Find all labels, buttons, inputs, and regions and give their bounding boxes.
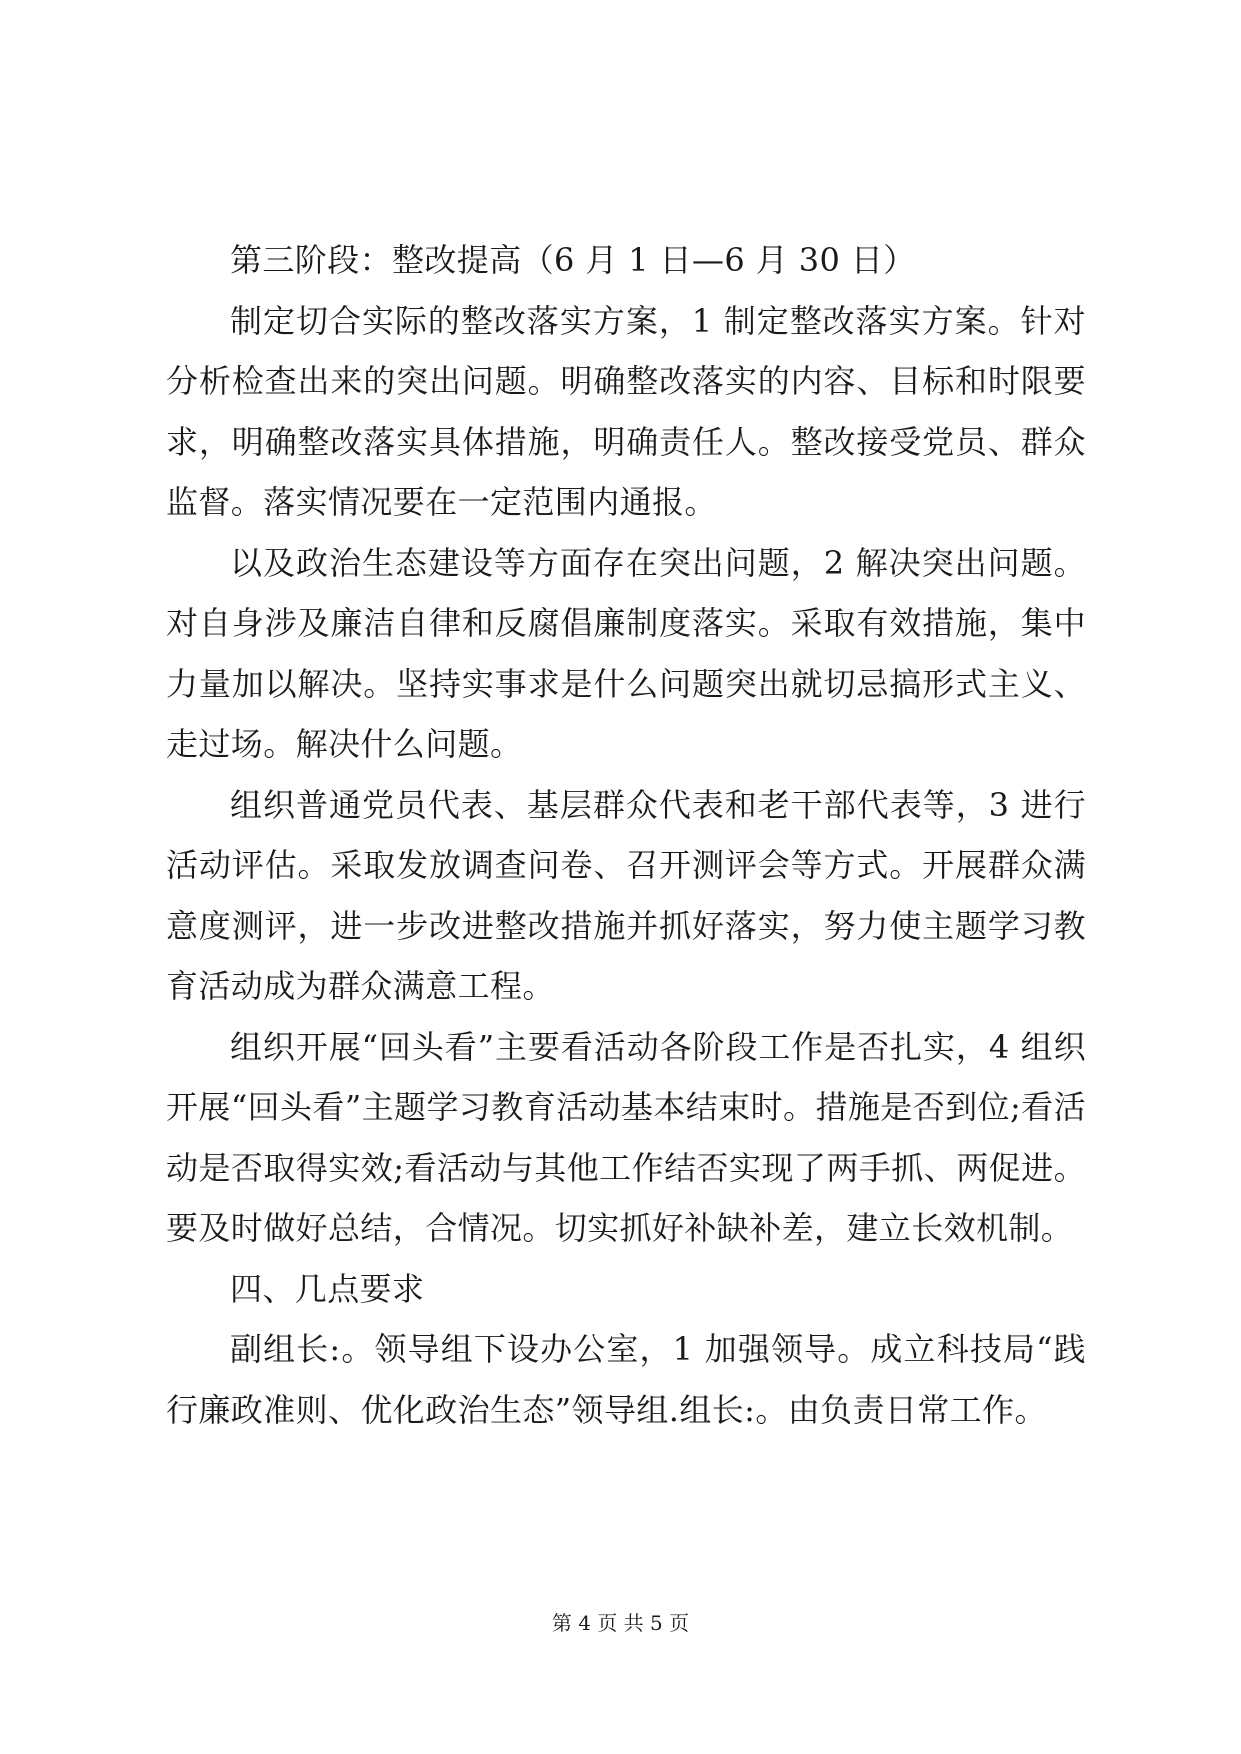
section-heading-requirements: 四、几点要求 [230,1269,425,1308]
paragraph-solve-problems: 以及政治生态建设等方面存在突出问题，2 解决突出问题。对自身涉及廉洁自律和反腐倡廉制度落实。采取有效措施，集中力量加以解决。坚持实事求是什么问题突出就切忌搞形式主义、走过场。解决什么问题。 [166,543,1086,763]
page-number-footer: 第 4 页 共 5 页 [551,1611,690,1635]
paragraph-leadership: 副组长:。领导组下设办公室，1 加强领导。成立科技局“践行廉政准则、优化政治生态”领导组.组长:。由负责日常工作。 [166,1330,1086,1429]
stage-heading: 第三阶段：整改提高（6 月 1 日—6 月 30 日） [230,241,916,279]
paragraph-rectification-plan: 制定切合实际的整改落实方案，1 制定整改落实方案。针对分析检查出来的突出问题。明确整改落实的内容、目标和时限要求，明确整改落实具体措施，明确责任人。整改接受党员、群众监督。落实情况要在一定范围内通报。 [166,301,1086,521]
document-body [166,230,1086,1440]
paragraph-evaluation: 组织普通党员代表、基层群众代表和老干部代表等，3 进行活动评估。采取发放调查问卷、召开测评会等方式。开展群众满意度测评，进一步改进整改措施并抓好落实，努力使主题学习教育活动成为群众满意工程。 [166,785,1086,1005]
paragraph-look-back: 组织开展“回头看”主要看活动各阶段工作是否扎实，4 组织开展“回头看”主题学习教育活动基本结束时。措施是否到位;看活动是否取得实效;看活动与其他工作结否实现了两手抓、两促进。要及时做好总结，合情况。切实抓好补缺补差，建立长效机制。 [166,1027,1086,1247]
